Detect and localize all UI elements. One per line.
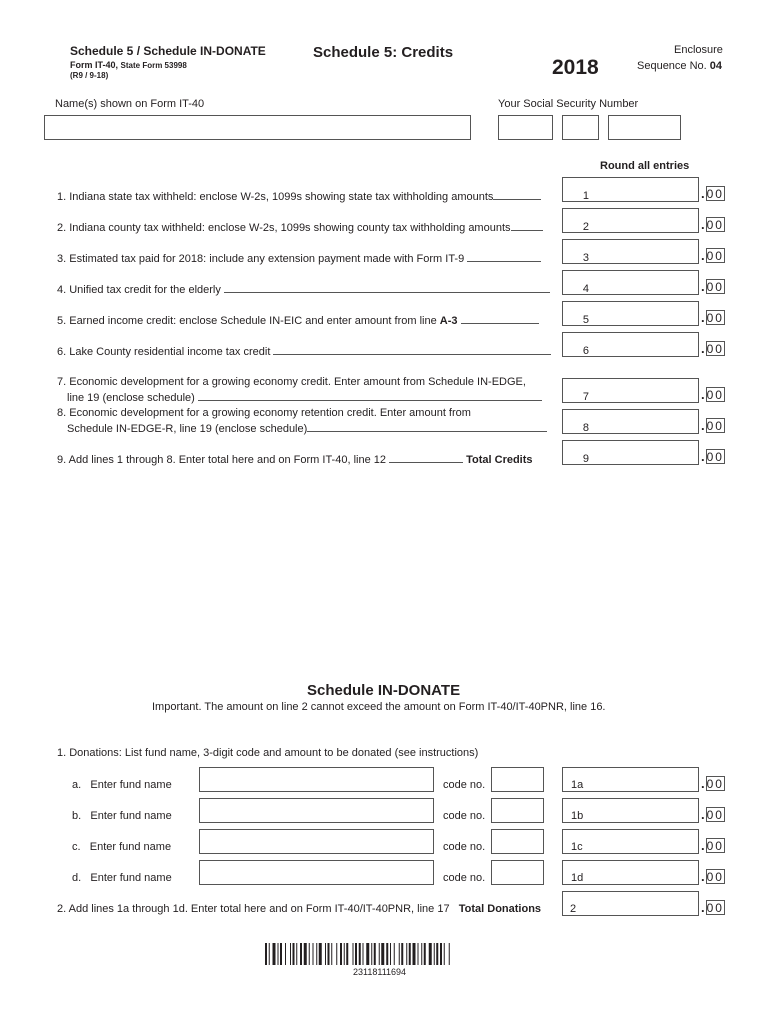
credit-cents-4: . 00 (701, 279, 724, 294)
round-entries-label: Round all entries (600, 160, 690, 172)
code-field-d[interactable] (491, 860, 544, 885)
credit-line-2: 2. Indiana county tax withheld: enclose W-2s, 1099s showing county tax withholding amounts (57, 221, 543, 234)
ssn-label: Your Social Security Number (498, 98, 639, 110)
donate-line-2: 2. Add lines 1a through 1d. Enter total here and on Form IT-40/IT-40PNR, line 17 Total Donations (57, 903, 542, 915)
enclosure-label: Enclosure (674, 44, 723, 56)
credit-line-8a: 8. Economic development for a growing economy retention credit. Enter amount from (57, 407, 471, 419)
total-donations-label: Total Donations (458, 903, 542, 915)
donate-row-c-label: c. Enter fund name (72, 841, 172, 853)
fund-name-field-a[interactable] (199, 767, 434, 792)
revision: (R9 / 9-18) (70, 71, 109, 80)
credit-line-9: 9. Add lines 1 through 8. Enter total here and on Form IT-40, line 12 Total Credits (57, 454, 533, 466)
tax-year: 2018 (552, 56, 599, 79)
credit-line-7b: line 19 (enclose schedule) (67, 391, 542, 404)
code-label-c: code no. (443, 841, 486, 853)
schedule-name: Schedule 5 / Schedule IN-DONATE (70, 44, 266, 58)
ssn-field-part2[interactable] (562, 115, 599, 140)
donate-line-number-1d: 1d (571, 872, 584, 884)
credit-line-6: 6. Lake County residential income tax credit (57, 345, 551, 358)
credit-line-5: 5. Earned income credit: enclose Schedule IN-EIC and enter amount from line A-3 (57, 314, 539, 327)
code-label-b: code no. (443, 810, 486, 822)
credit-cents-7: . 00 (701, 387, 724, 402)
barcode-number: 23118111694 (353, 967, 407, 977)
credit-line-number-9: 9 (582, 453, 589, 465)
credit-line-number-4: 4 (582, 283, 589, 295)
credit-line-number-7: 7 (582, 391, 589, 403)
fund-name-field-c[interactable] (199, 829, 434, 854)
state-form: State Form 53998 (120, 61, 187, 70)
sequence-line (637, 60, 722, 72)
donate-important-note: Important. The amount on line 2 cannot exceed the amount on Form IT-40/IT-40PNR, line 16. (152, 701, 606, 713)
donate-cents-c: . 00 (701, 838, 724, 853)
credit-line-7a: 7. Economic development for a growing economy credit. Enter amount from Schedule IN-EDGE, (57, 376, 526, 388)
donate-line-1: 1. Donations: List fund name, 3-digit code and amount to be donated (see instructions) (57, 747, 479, 759)
ssn-field-part1[interactable] (498, 115, 553, 140)
sequence-number: 04 (709, 60, 723, 72)
donate-cents-a: . 00 (701, 776, 724, 791)
donate-row-a-label: a. Enter fund name (72, 779, 172, 791)
donate-line-number-1b: 1b (571, 810, 584, 822)
names-field[interactable] (44, 115, 471, 140)
credit-cents-1: . 00 (701, 186, 724, 201)
fund-name-field-d[interactable] (199, 860, 434, 885)
donate-cents-d: . 00 (701, 869, 724, 884)
credit-line-number-2: 2 (582, 221, 589, 233)
credit-line-1: 1. Indiana state tax withheld: enclose W-2s, 1099s showing state tax withholding amounts (57, 190, 541, 203)
form-id: Form IT-40, (70, 60, 119, 70)
credit-line-number-1: 1 (582, 190, 589, 202)
donate-line-number-1a: 1a (571, 779, 584, 791)
barcode (265, 943, 507, 965)
credit-cents-2: . 00 (701, 217, 724, 232)
form-id-line (70, 60, 187, 70)
credit-line-number-8: 8 (582, 422, 589, 434)
code-field-b[interactable] (491, 798, 544, 823)
donate-cents-b: . 00 (701, 807, 724, 822)
credit-line-number-6: 6 (582, 345, 589, 357)
credit-line-number-3: 3 (582, 252, 589, 264)
code-field-c[interactable] (491, 829, 544, 854)
credit-cents-8: . 00 (701, 418, 724, 433)
donate-cents-total: . 00 (701, 900, 724, 915)
names-label: Name(s) shown on Form IT-40 (55, 98, 205, 110)
donate-line-number-2: 2 (570, 903, 577, 915)
code-field-a[interactable] (491, 767, 544, 792)
credit-cents-6: . 00 (701, 341, 724, 356)
code-label-a: code no. (443, 779, 486, 791)
credit-line-8b: Schedule IN-EDGE-R, line 19 (enclose schedule) (67, 422, 547, 435)
total-credits-label: Total Credits (466, 454, 533, 466)
ssn-field-part3[interactable] (608, 115, 681, 140)
credit-cents-9: . 00 (701, 449, 724, 464)
credit-cents-5: . 00 (701, 310, 724, 325)
total-donations-field[interactable] (562, 891, 699, 916)
fund-name-field-b[interactable] (199, 798, 434, 823)
donate-title: Schedule IN-DONATE (307, 682, 461, 699)
donate-row-b-label: b. Enter fund name (72, 810, 172, 822)
page-title: Schedule 5: Credits (313, 44, 454, 61)
credit-line-number-5: 5 (582, 314, 589, 326)
donate-row-d-label: d. Enter fund name (72, 872, 172, 884)
credit-line-4: 4. Unified tax credit for the elderly (57, 283, 550, 296)
credit-cents-3: . 00 (701, 248, 724, 263)
donate-line-number-1c: 1c (571, 841, 583, 853)
code-label-d: code no. (443, 872, 486, 884)
credit-line-3: 3. Estimated tax paid for 2018: include any extension payment made with Form IT-9 (57, 252, 541, 265)
sequence-label: Sequence No. (637, 60, 707, 72)
